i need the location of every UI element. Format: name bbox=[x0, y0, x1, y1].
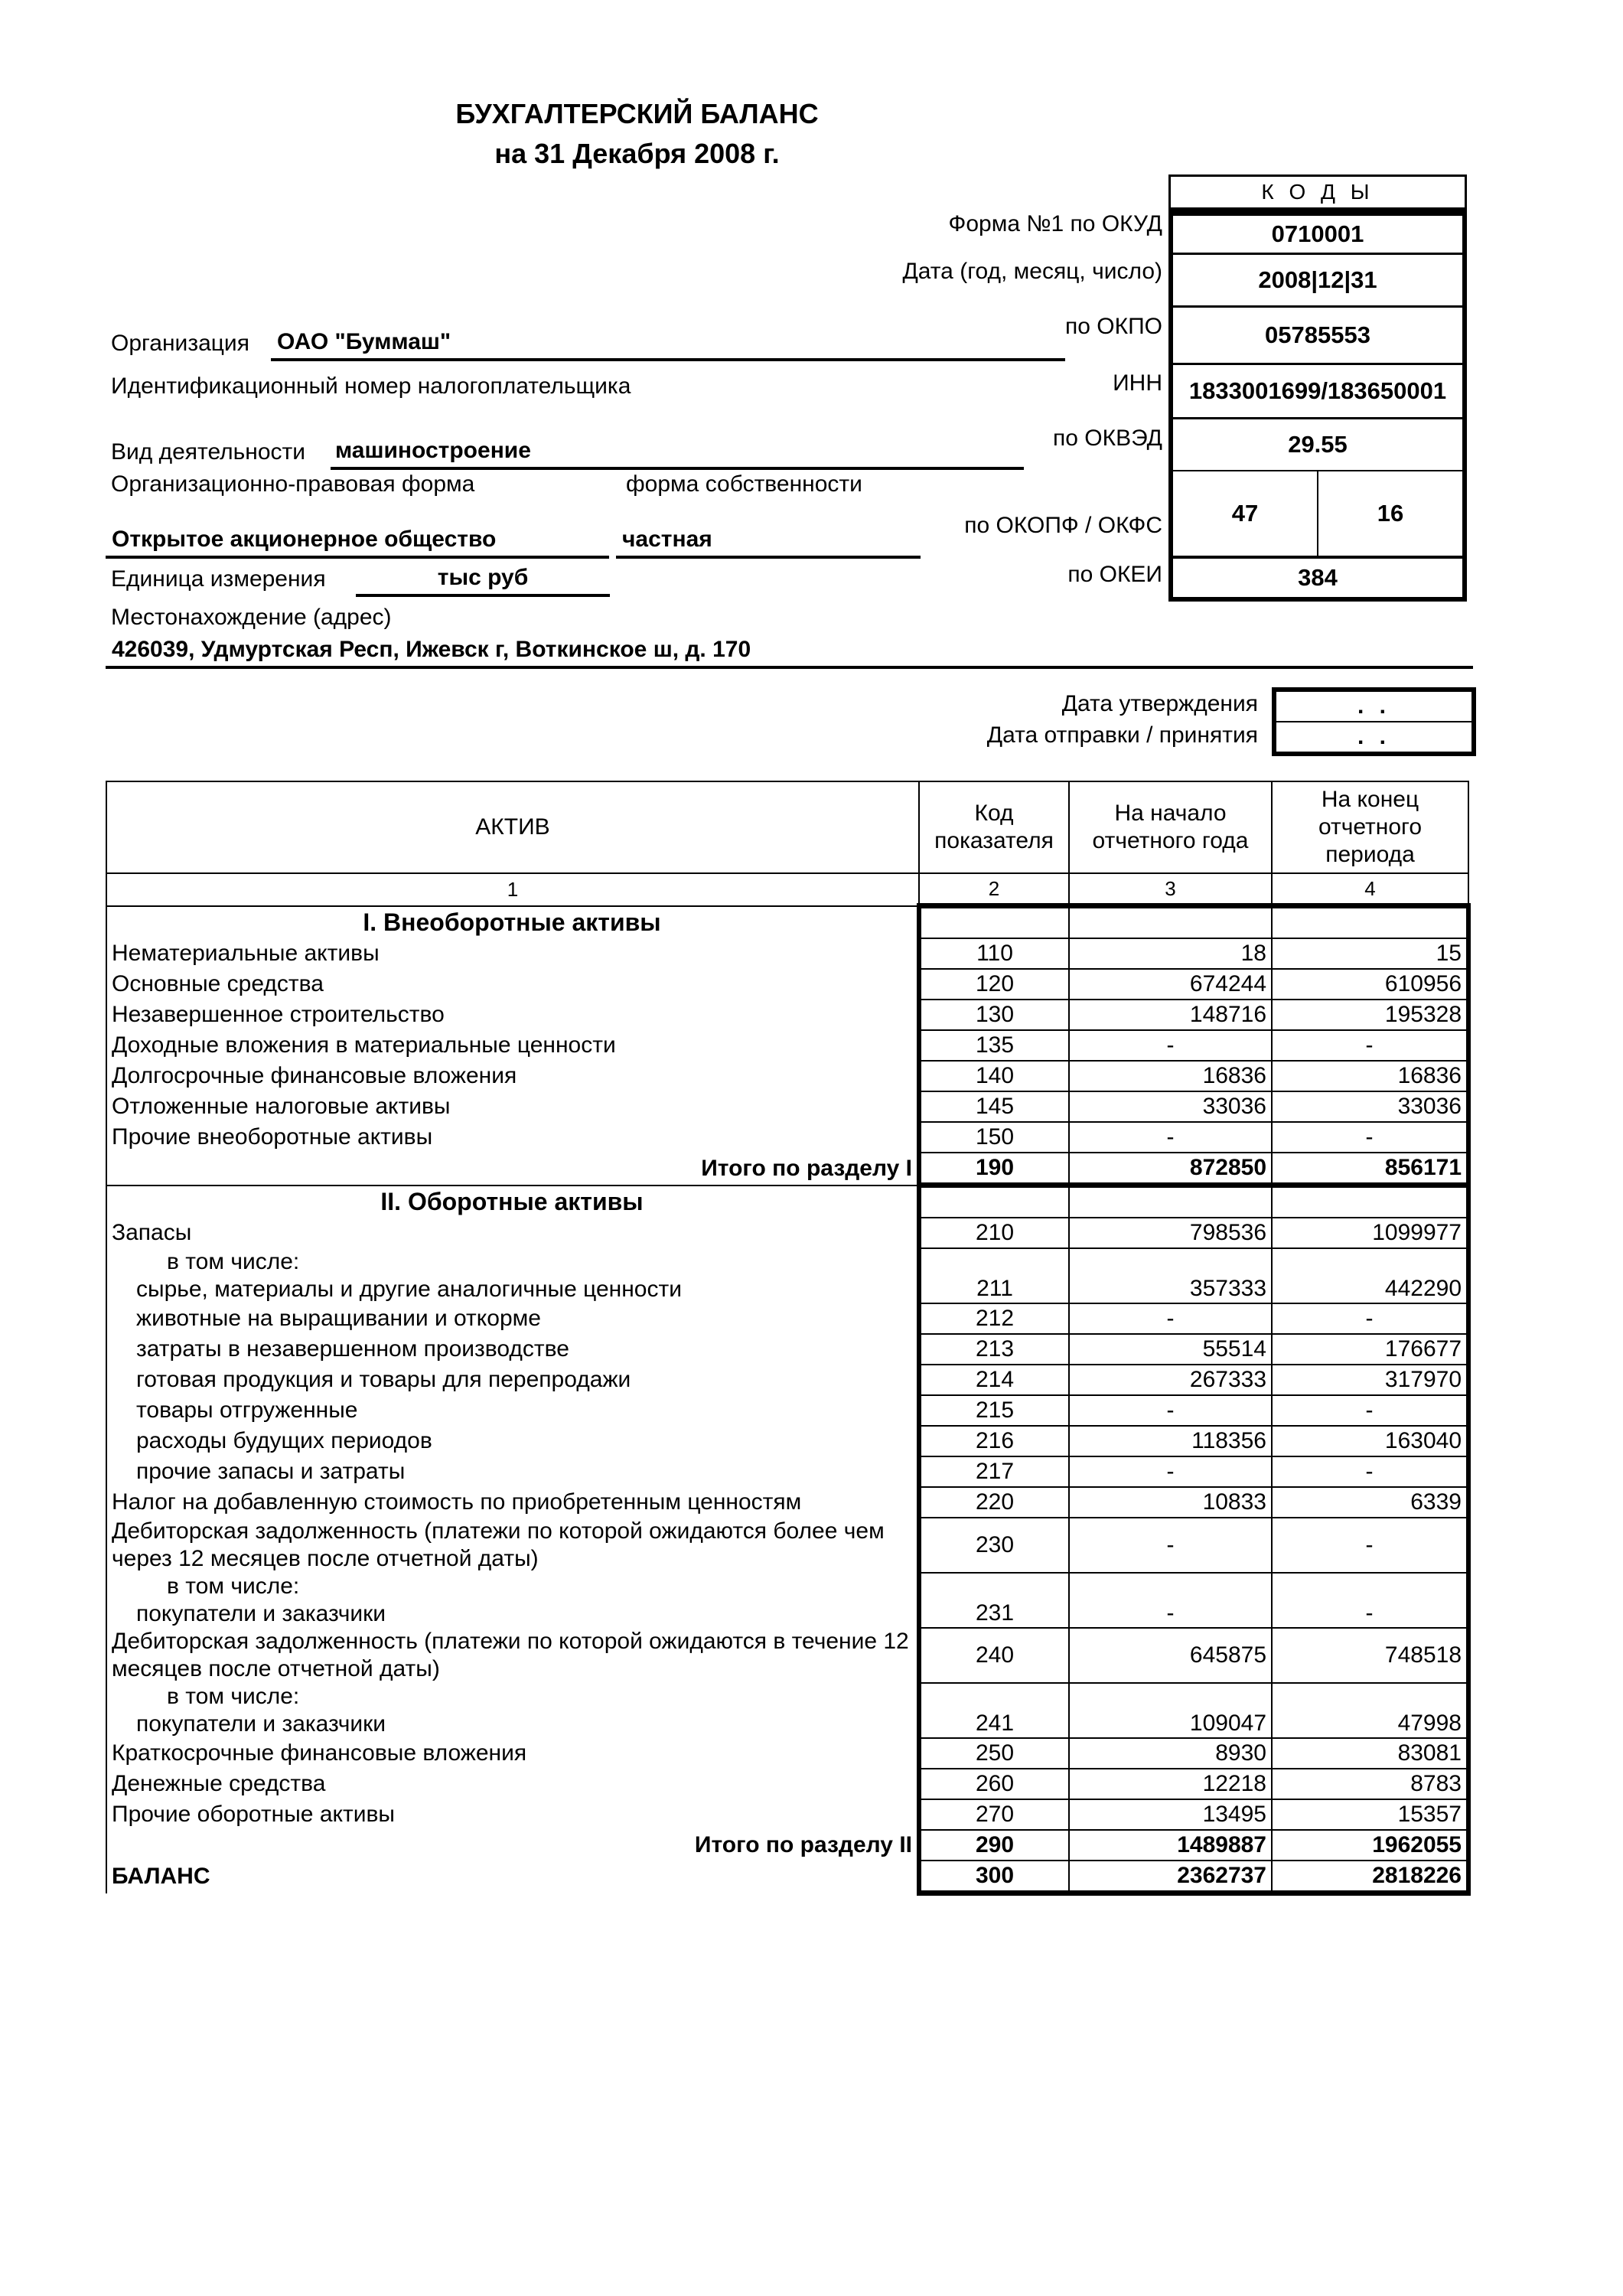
date-label: Дата (год, месяц, число) bbox=[902, 259, 1162, 284]
activity-label: Вид деятельности bbox=[111, 439, 306, 465]
row-start-value: 267333 bbox=[1069, 1365, 1272, 1395]
row-label: Краткосрочные финансовые вложения bbox=[106, 1738, 919, 1769]
row-label: затраты в незавершенном производстве bbox=[106, 1334, 919, 1365]
row-end-value: - bbox=[1272, 1030, 1468, 1061]
row-label: Доходные вложения в материальные ценности bbox=[106, 1030, 919, 1061]
table-row bbox=[106, 1769, 1468, 1799]
row-label: расходы будущих периодов bbox=[106, 1426, 919, 1456]
row-label-group bbox=[106, 1573, 919, 1628]
row-start-value: 148716 bbox=[1069, 1000, 1272, 1030]
blank-cell bbox=[1272, 1186, 1468, 1218]
row-label: Дебиторская задолженность (платежи по которой ожидаются более чем через 12 месяцев после отчетной даты) bbox=[106, 1518, 919, 1573]
row-label: Незавершенное строительство bbox=[106, 1000, 919, 1030]
table-row bbox=[106, 1365, 1468, 1395]
row-label: Прочие оборотные активы bbox=[106, 1799, 919, 1830]
blank-cell bbox=[1069, 906, 1272, 939]
ownership-label: форма собственности bbox=[626, 471, 862, 497]
row-start-value: 872850 bbox=[1069, 1153, 1272, 1186]
date-value: 2008|12|31 bbox=[1173, 255, 1462, 308]
subtotal-row bbox=[106, 1830, 1468, 1861]
okopf-okfs-row bbox=[1173, 471, 1462, 559]
row-label: Денежные средства bbox=[106, 1769, 919, 1799]
row-start-value: 55514 bbox=[1069, 1334, 1272, 1365]
row-end-value: 16836 bbox=[1272, 1061, 1468, 1091]
blank-cell bbox=[1272, 906, 1468, 939]
row-start-value: 645875 bbox=[1069, 1628, 1272, 1683]
row-end-value: 15 bbox=[1272, 938, 1468, 969]
row-label: Дебиторская задолженность (платежи по которой ожидаются в течение 12 месяцев после отчетной даты) bbox=[106, 1628, 919, 1683]
row-code: 220 bbox=[919, 1487, 1069, 1518]
row-end-value: 610956 bbox=[1272, 969, 1468, 1000]
address-value: 426039, Удмуртская Респ, Ижевск г, Воткинское ш, д. 170 bbox=[106, 637, 1473, 669]
row-code: 250 bbox=[919, 1738, 1069, 1769]
row-label: Основные средства bbox=[106, 969, 919, 1000]
column-header-start: На начало отчетного года bbox=[1069, 781, 1272, 873]
unit-label: Единица измерения bbox=[111, 566, 326, 592]
activity-value: машиностроение bbox=[331, 438, 1024, 470]
row-start-value: 12218 bbox=[1069, 1769, 1272, 1799]
table-row bbox=[106, 1248, 1468, 1303]
row-end-value: 33036 bbox=[1272, 1091, 1468, 1122]
row-start-value: 13495 bbox=[1069, 1799, 1272, 1830]
table-row bbox=[106, 1122, 1468, 1153]
inn-code-label: ИНН bbox=[1113, 370, 1162, 396]
inn-value: 1833001699/183650001 bbox=[1173, 365, 1462, 419]
section-heading-row bbox=[106, 1186, 1468, 1218]
document-date: на 31 Декабря 2008 г. bbox=[494, 138, 780, 169]
column-number-2: 2 bbox=[919, 873, 1069, 906]
row-label: покупатели и заказчики bbox=[136, 1711, 386, 1737]
table-row bbox=[106, 1303, 1468, 1334]
row-label: животные на выращивании и откорме bbox=[106, 1303, 919, 1334]
row-code: 140 bbox=[919, 1061, 1069, 1091]
table-row bbox=[106, 1518, 1468, 1573]
table-row bbox=[106, 1799, 1468, 1830]
row-code: 215 bbox=[919, 1395, 1069, 1426]
row-start-value: - bbox=[1069, 1518, 1272, 1573]
row-start-value: 18 bbox=[1069, 938, 1272, 969]
table-row bbox=[106, 1218, 1468, 1248]
row-start-value: 8930 bbox=[1069, 1738, 1272, 1769]
table-row bbox=[106, 1426, 1468, 1456]
row-code: 212 bbox=[919, 1303, 1069, 1334]
row-end-value: - bbox=[1272, 1573, 1468, 1628]
row-end-value: - bbox=[1272, 1518, 1468, 1573]
row-code: 214 bbox=[919, 1365, 1069, 1395]
row-code: 145 bbox=[919, 1091, 1069, 1122]
table-row bbox=[106, 1487, 1468, 1518]
column-header-end: На конец отчетного периода bbox=[1272, 781, 1468, 873]
address-label: Местонахождение (адрес) bbox=[111, 605, 392, 630]
table-row bbox=[106, 1395, 1468, 1426]
row-label: готовая продукция и товары для перепродажи bbox=[106, 1365, 919, 1395]
row-label: прочие запасы и затраты bbox=[106, 1456, 919, 1487]
column-number-1: 1 bbox=[106, 873, 919, 906]
organization-label: Организация bbox=[111, 331, 249, 356]
row-end-value: 176677 bbox=[1272, 1334, 1468, 1365]
row-end-value: 163040 bbox=[1272, 1426, 1468, 1456]
row-code: 290 bbox=[919, 1830, 1069, 1861]
table-row bbox=[106, 938, 1468, 969]
section-title: II. Оборотные активы bbox=[106, 1186, 919, 1218]
organization-value: ОАО "Буммаш" bbox=[271, 329, 1065, 361]
table-row bbox=[106, 1030, 1468, 1061]
row-end-value: 15357 bbox=[1272, 1799, 1468, 1830]
row-code: 241 bbox=[919, 1683, 1069, 1738]
okei-label: по ОКЕИ bbox=[1067, 562, 1162, 587]
blank-cell bbox=[919, 1186, 1069, 1218]
row-end-value: - bbox=[1272, 1395, 1468, 1426]
column-number-4: 4 bbox=[1272, 873, 1468, 906]
row-code: 260 bbox=[919, 1769, 1069, 1799]
table-row bbox=[106, 1061, 1468, 1091]
row-code: 216 bbox=[919, 1426, 1069, 1456]
row-end-value: 195328 bbox=[1272, 1000, 1468, 1030]
okopf-value: 47 bbox=[1173, 471, 1318, 556]
row-end-value: 47998 bbox=[1272, 1683, 1468, 1738]
row-label: Отложенные налоговые активы bbox=[106, 1091, 919, 1122]
row-end-value: 1962055 bbox=[1272, 1830, 1468, 1861]
row-label: БАЛАНС bbox=[106, 1861, 919, 1893]
sent-date-value: . . bbox=[1276, 721, 1471, 752]
row-label: товары отгруженные bbox=[106, 1395, 919, 1426]
row-label: Налог на добавленную стоимость по приобретенным ценностям bbox=[106, 1487, 919, 1518]
row-label: Прочие внеоборотные активы bbox=[106, 1122, 919, 1153]
okud-value: 0710001 bbox=[1173, 216, 1462, 255]
row-start-value: - bbox=[1069, 1573, 1272, 1628]
row-end-value: 6339 bbox=[1272, 1487, 1468, 1518]
row-code: 130 bbox=[919, 1000, 1069, 1030]
row-start-value: - bbox=[1069, 1303, 1272, 1334]
row-code: 240 bbox=[919, 1628, 1069, 1683]
row-end-value: 317970 bbox=[1272, 1365, 1468, 1395]
inn-label: Идентификационный номер налогоплательщика bbox=[111, 373, 631, 399]
row-end-value: - bbox=[1272, 1456, 1468, 1487]
table-row bbox=[106, 1573, 1468, 1628]
row-label: Итого по разделу I bbox=[106, 1153, 919, 1186]
table-row bbox=[106, 1091, 1468, 1122]
blank-cell bbox=[1069, 1186, 1272, 1218]
okfs-value: 16 bbox=[1377, 500, 1404, 527]
okpo-label: по ОКПО bbox=[1065, 314, 1162, 339]
row-code: 213 bbox=[919, 1334, 1069, 1365]
row-label: Долгосрочные финансовые вложения bbox=[106, 1061, 919, 1091]
in-that-number-note: в том числе: bbox=[167, 1574, 300, 1599]
row-label: сырье, материалы и другие аналогичные ценности bbox=[136, 1277, 682, 1302]
row-code: 210 bbox=[919, 1218, 1069, 1248]
unit-value: тыс руб bbox=[356, 565, 610, 597]
row-start-value: 109047 bbox=[1069, 1683, 1272, 1738]
row-label: Запасы bbox=[106, 1218, 919, 1248]
row-code: 120 bbox=[919, 969, 1069, 1000]
row-end-value: - bbox=[1272, 1122, 1468, 1153]
codes-box bbox=[1168, 174, 1467, 602]
table-row bbox=[106, 1456, 1468, 1487]
okved-label: по ОКВЭД bbox=[1053, 426, 1162, 451]
section-title: I. Внеоборотные активы bbox=[106, 906, 919, 939]
row-end-value: 2818226 bbox=[1272, 1861, 1468, 1893]
approval-date-value: . . bbox=[1357, 693, 1390, 719]
table-row bbox=[106, 1683, 1468, 1738]
approval-date-label: Дата утверждения bbox=[1061, 691, 1258, 716]
row-start-value: 2362737 bbox=[1069, 1861, 1272, 1893]
sent-date-label: Дата отправки / принятия bbox=[986, 722, 1258, 748]
okved-value: 29.55 bbox=[1173, 419, 1462, 471]
okud-label: Форма №1 по ОКУД bbox=[948, 211, 1162, 236]
section-heading-row bbox=[106, 906, 1468, 939]
row-label-group bbox=[106, 1683, 919, 1738]
row-start-value: - bbox=[1069, 1395, 1272, 1426]
row-start-value: 33036 bbox=[1069, 1091, 1272, 1122]
okopf-okfs-label: по ОКОПФ / ОКФС bbox=[964, 513, 1162, 538]
row-start-value: 118356 bbox=[1069, 1426, 1272, 1456]
row-code: 230 bbox=[919, 1518, 1069, 1573]
table-row bbox=[106, 969, 1468, 1000]
row-start-value: 1489887 bbox=[1069, 1830, 1272, 1861]
in-that-number-note: в том числе: bbox=[167, 1249, 300, 1274]
row-start-value: - bbox=[1069, 1030, 1272, 1061]
row-code: 150 bbox=[919, 1122, 1069, 1153]
balance-table bbox=[106, 781, 1471, 1896]
blank-cell bbox=[919, 906, 1069, 939]
column-number-3: 3 bbox=[1069, 873, 1272, 906]
row-label-group bbox=[106, 1248, 919, 1303]
legal-form-value: Открытое акционерное общество bbox=[106, 527, 609, 559]
row-end-value: 442290 bbox=[1272, 1248, 1468, 1303]
row-end-value: 8783 bbox=[1272, 1769, 1468, 1799]
row-end-value: 748518 bbox=[1272, 1628, 1468, 1683]
row-start-value: 798536 bbox=[1069, 1218, 1272, 1248]
codes-heading: К О Д Ы bbox=[1168, 174, 1467, 210]
table-row bbox=[106, 1000, 1468, 1030]
row-start-value: 10833 bbox=[1069, 1487, 1272, 1518]
ownership-value: частная bbox=[616, 527, 921, 559]
row-code: 217 bbox=[919, 1456, 1069, 1487]
row-code: 300 bbox=[919, 1861, 1069, 1893]
row-code: 190 bbox=[919, 1153, 1069, 1186]
okpo-value: 05785553 bbox=[1173, 308, 1462, 365]
subtotal-row bbox=[106, 1153, 1468, 1186]
table-row bbox=[106, 1628, 1468, 1683]
row-code: 135 bbox=[919, 1030, 1069, 1061]
column-header-code: Код показателя bbox=[919, 781, 1069, 873]
row-start-value: 16836 bbox=[1069, 1061, 1272, 1091]
dates-box bbox=[1272, 687, 1476, 756]
row-code: 110 bbox=[919, 938, 1069, 969]
row-end-value: 1099977 bbox=[1272, 1218, 1468, 1248]
row-start-value: 357333 bbox=[1069, 1248, 1272, 1303]
table-row bbox=[106, 1738, 1468, 1769]
row-label: покупатели и заказчики bbox=[136, 1601, 386, 1626]
row-end-value: - bbox=[1272, 1303, 1468, 1334]
document-title: БУХГАЛТЕРСКИЙ БАЛАНС bbox=[455, 98, 819, 129]
row-start-value: - bbox=[1069, 1456, 1272, 1487]
balance-total-row bbox=[106, 1861, 1468, 1893]
row-code: 231 bbox=[919, 1573, 1069, 1628]
row-start-value: 674244 bbox=[1069, 969, 1272, 1000]
row-end-value: 83081 bbox=[1272, 1738, 1468, 1769]
row-start-value: - bbox=[1069, 1122, 1272, 1153]
in-that-number-note: в том числе: bbox=[167, 1684, 300, 1709]
row-code: 211 bbox=[919, 1248, 1069, 1303]
column-header-asset: АКТИВ bbox=[106, 781, 919, 873]
okei-value: 384 bbox=[1298, 564, 1338, 591]
row-label: Нематериальные активы bbox=[106, 938, 919, 969]
row-code: 270 bbox=[919, 1799, 1069, 1830]
table-row bbox=[106, 1334, 1468, 1365]
legal-form-label: Организационно-правовая форма bbox=[111, 471, 475, 497]
row-label: Итого по разделу II bbox=[106, 1830, 919, 1861]
row-end-value: 856171 bbox=[1272, 1153, 1468, 1186]
